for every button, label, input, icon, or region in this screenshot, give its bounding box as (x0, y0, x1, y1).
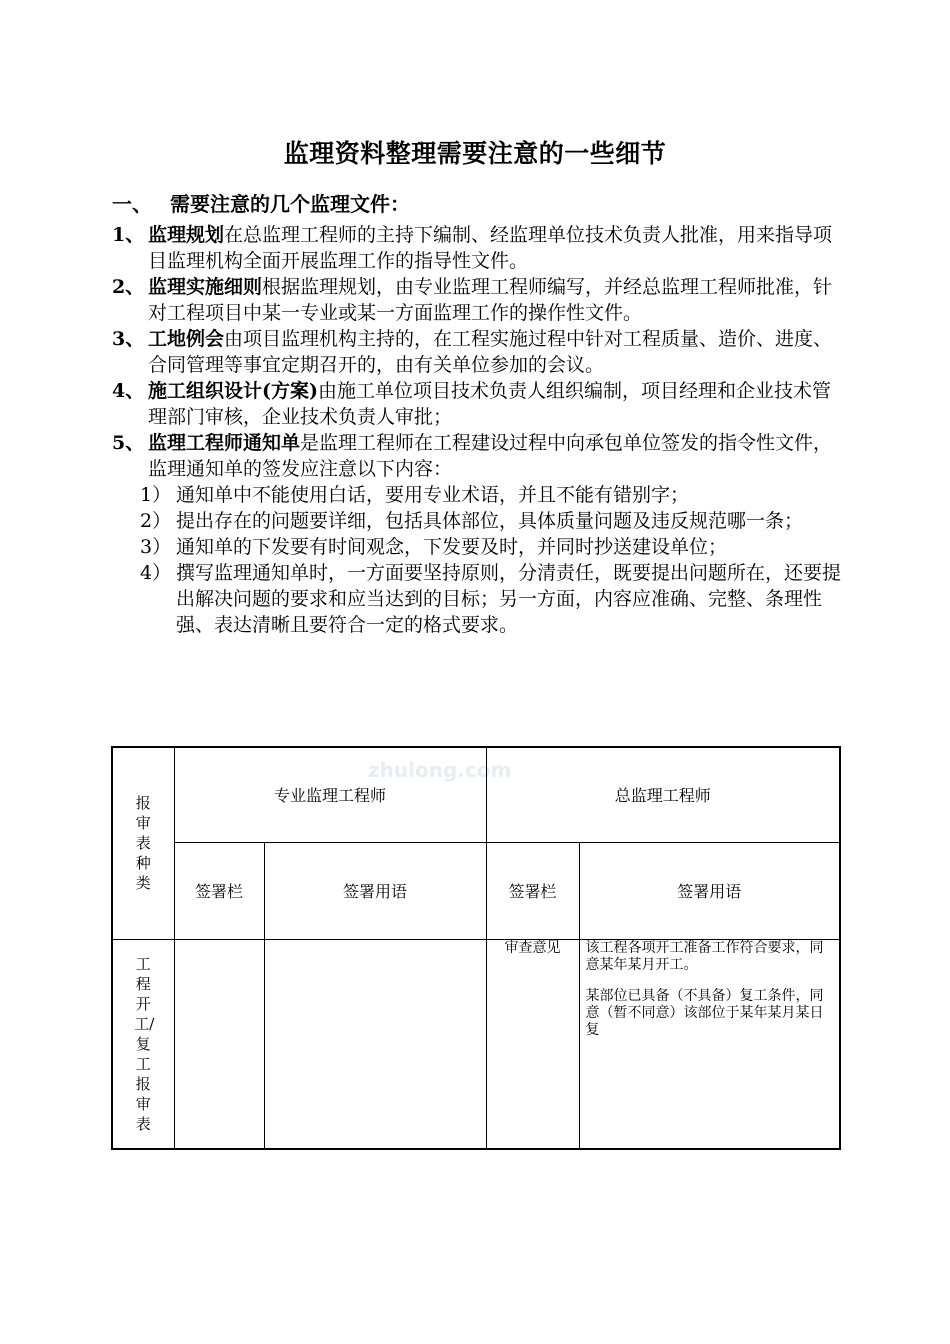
sub-item-text: 撰写监理通知单时，一方面要坚持原则，分清责任，既要提出问题所在，还要提出解决问题的要求和应当达到的目标；另一方面，内容应准确、完整、条理性强、表达清晰且要符合一定的格式要求。 (176, 562, 842, 636)
item-text: 根据监理规划，由专业监理工程师编写，并经总监理工程师批准，针对工程项目中某一专业或某一方面监理工作的操作性文件。 (148, 276, 833, 324)
wording-column-header-2: 签署用语 (579, 842, 840, 939)
item-text: 是监理工程师在工程建设过程中向承包单位签发的指令性文件，监理通知单的签发应注意以下内容： (148, 432, 833, 480)
item-term: 工地例会 (148, 328, 225, 350)
sub-item (112, 482, 842, 508)
list-item (112, 326, 842, 378)
list-item (112, 430, 842, 482)
sub-item (112, 560, 842, 638)
item-number: 4、 (112, 380, 145, 402)
list-item (112, 274, 842, 326)
watermark: zhulong.com (368, 758, 512, 782)
page-title: 监理资料整理需要注意的一些细节 (283, 139, 667, 168)
wording-text-1: 该工程各项开工准备工作符合要求，同意某年某月开工。 (585, 939, 824, 973)
table-row (112, 939, 840, 1149)
type-header-cell (112, 747, 174, 939)
group1-header: 专业监理工程师 (174, 747, 486, 842)
sub-item-number: 1） (140, 484, 172, 506)
sub-item-number: 3） (140, 536, 172, 558)
sub-item (112, 534, 842, 560)
review-opinion-cell: 审查意见 (486, 939, 579, 1149)
item-number: 3、 (112, 328, 145, 350)
wording-column-header: 签署用语 (264, 842, 486, 939)
type-header: 报审表种类 (135, 794, 151, 893)
approval-table (111, 746, 841, 1150)
empty-cell (264, 939, 486, 1149)
item-term: 监理工程师通知单 (148, 432, 301, 454)
wording-cell (579, 939, 840, 1149)
sub-item-text: 通知单的下发要有时间观念，下发要及时，并同时抄送建设单位； (176, 536, 728, 558)
row-type: 工程开工/复工报审表 (134, 954, 155, 1133)
section-text: 需要注意的几个监理文件： (170, 192, 410, 216)
sub-item-number: 4） (140, 562, 172, 584)
section-number: 一、 (112, 192, 152, 216)
sign-column-header: 签署栏 (174, 842, 264, 939)
group2-header: 总监理工程师 (486, 747, 840, 842)
item-term: 监理实施细则 (148, 276, 263, 298)
item-term: 施工组织设计(方案) (148, 380, 318, 402)
item-number: 1、 (112, 224, 145, 246)
item-number: 5、 (112, 432, 145, 454)
list-item (112, 378, 842, 430)
item-text: 在总监理工程师的主持下编制、经监理单位技术负责人批准，用来指导项目监理机构全面开展监理工作的指导性文件。 (148, 224, 833, 272)
item-term: 监理规划 (148, 224, 225, 246)
sub-item-number: 2） (140, 510, 172, 532)
item-text: 由施工单位项目技术负责人组织编制，项目经理和企业技术管理部门审核，企业技术负责人审批； (148, 380, 831, 428)
item-text: 由项目监理机构主持的，在工程实施过程中针对工程质量、造价、进度、合同管理等事宜定期召开的，由有关单位参加的会议。 (148, 328, 833, 376)
sub-item-text: 提出存在的问题要详细，包括具体部位，具体质量问题及违反规范哪一条； (176, 510, 804, 532)
item-number: 2、 (112, 276, 145, 298)
list-item (112, 222, 842, 274)
item-list (112, 222, 842, 638)
sub-item-text: 通知单中不能使用白话，要用专业术语，并且不能有错别字； (176, 484, 690, 506)
sign-column-header-2: 签署栏 (486, 842, 579, 939)
wording-text-2: 某部位已具备（不具备）复工条件，同意（暂不同意）该部位于某年某月某日复 (585, 987, 824, 1038)
sub-item (112, 508, 842, 534)
empty-cell (174, 939, 264, 1149)
row-type-cell (112, 939, 174, 1149)
section-heading (112, 188, 410, 217)
